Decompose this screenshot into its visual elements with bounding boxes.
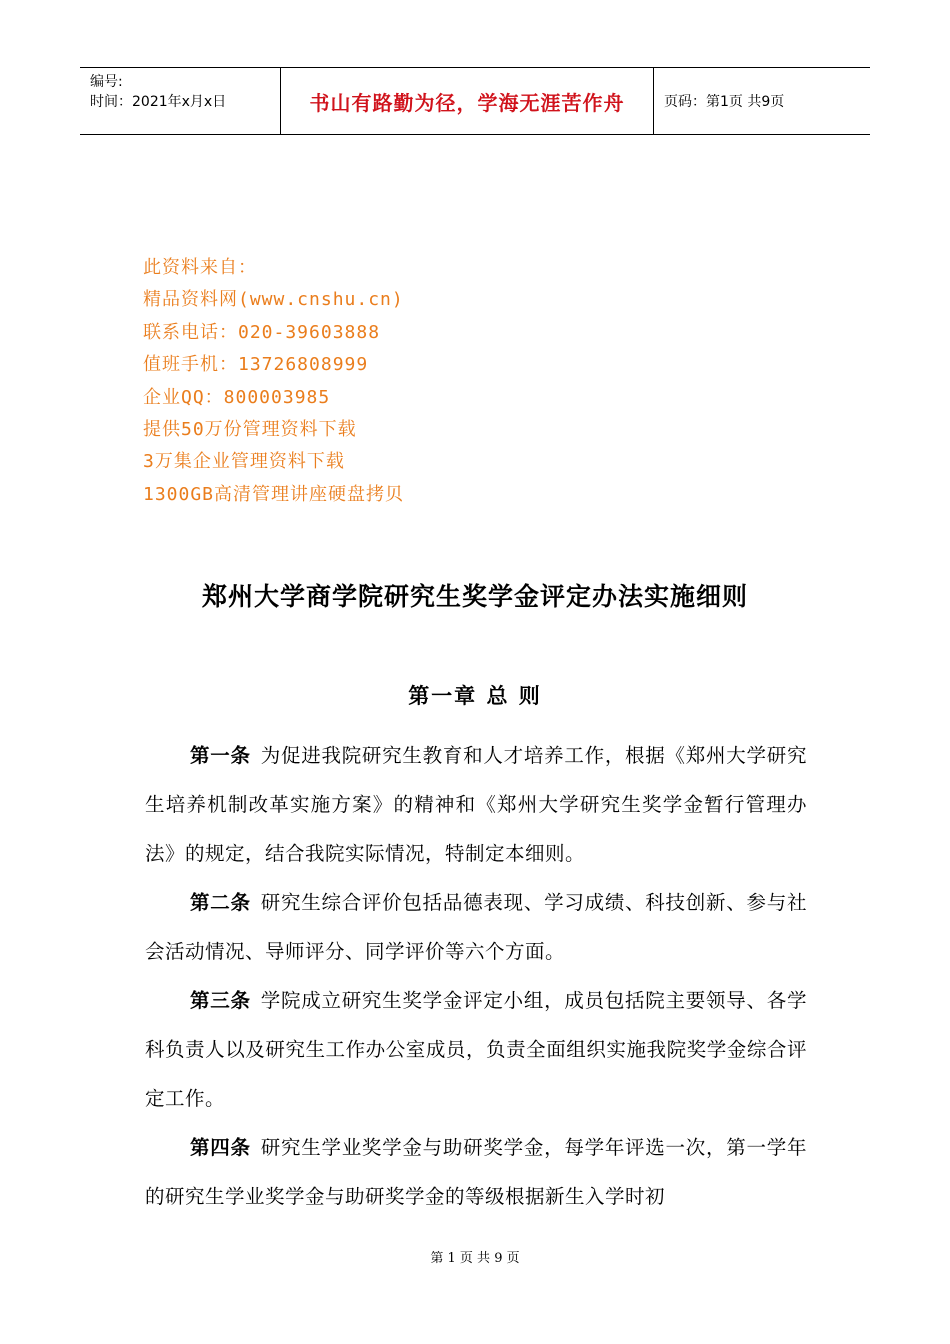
document-title: 郑州大学商学院研究生奖学金评定办法实施细则 [201,582,748,611]
header-meta [80,68,280,134]
article-label: 第三条 [190,989,251,1012]
page-footer: 第 1 页 共 9 页 [430,1251,520,1266]
article-text: 研究生学业奖学金与助研奖学金，每学年评选一次，第一学年的研究生学业奖学金与助研奖学金的等级根据新生入学时初 [145,1136,807,1208]
article-label: 第一条 [190,744,251,767]
header-motto: 书山有路勤为径，学海无涯苦作舟 [280,68,654,134]
promo-line: 精品资料网(www.cnshu.cn) [143,289,404,311]
article-label: 第四条 [190,1136,251,1159]
article-text: 研究生综合评价包括品德表现、学习成绩、科技创新、参与社会活动情况、导师评分、同学评价等六个方面。 [145,891,807,963]
promo-line: 企业QQ：800003985 [143,386,331,408]
article-text: 学院成立研究生奖学金评定小组，成员包括院主要领导、各学科负责人以及研究生工作办公室成员，负责全面组织实施我院奖学金综合评定工作。 [145,989,807,1110]
article-paragraph [145,976,807,1123]
header-table [80,67,870,135]
document-body [145,731,807,1221]
article-paragraph [145,1123,807,1221]
promo-line: 联系电话：020-39603888 [143,321,381,343]
promo-line: 此资料来自： [143,257,257,278]
document-number-label: 编号: [90,74,123,90]
document-date: 时间：2021年x月x日 [90,94,227,110]
promo-line: 3万集企业管理资料下载 [143,451,345,473]
article-paragraph [145,878,807,976]
article-paragraph [145,731,807,878]
promo-line: 1300GB高清管理讲座硬盘拷贝 [143,483,405,505]
article-label: 第二条 [190,891,251,914]
promo-block [143,252,404,511]
promo-line: 提供50万份管理资料下载 [143,419,357,441]
article-text: 为促进我院研究生教育和人才培养工作，根据《郑州大学研究生培养机制改革实施方案》的精神和《郑州大学研究生奖学金暂行管理办法》的规定，结合我院实际情况，特制定本细则。 [145,744,807,865]
chapter-heading: 第一章 总 则 [408,683,542,708]
header-page-info: 页码：第1页 共9页 [664,94,785,110]
promo-line: 值班手机：13726808999 [143,354,369,376]
